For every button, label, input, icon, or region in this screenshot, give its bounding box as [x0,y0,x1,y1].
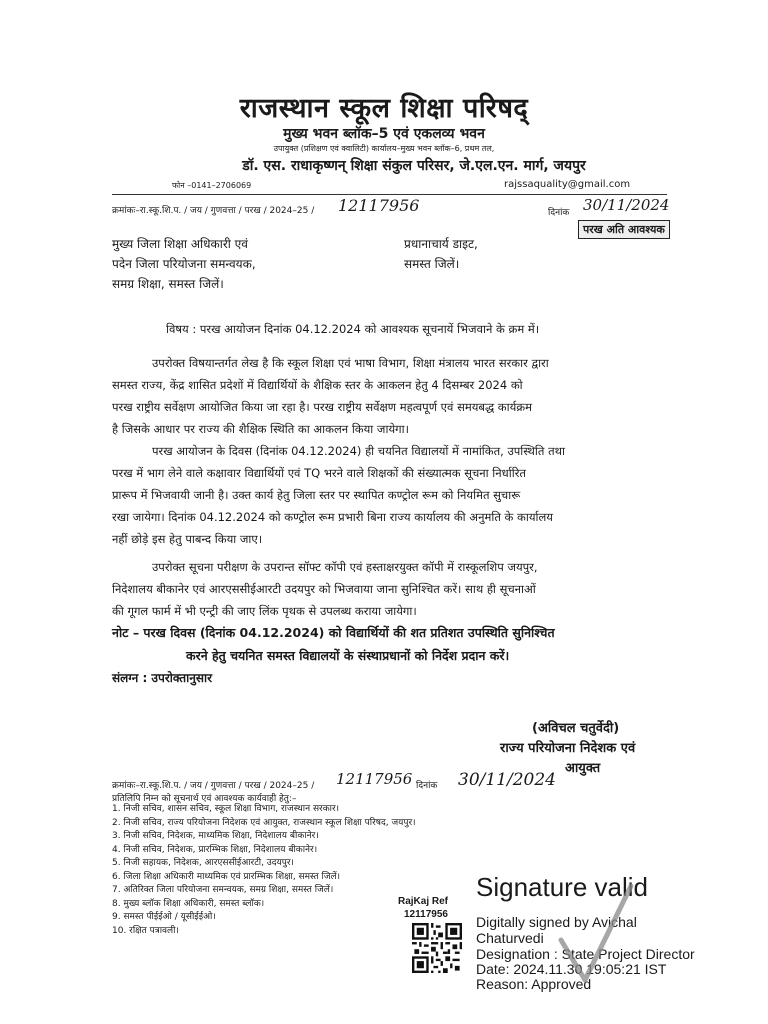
body-line: है जिसके आधार पर राज्य की शैक्षिक स्थिति का आकलन किया जायेगा। [112,422,409,436]
body-line: परख आयोजन के दिवस (दिनांक 04.12.2024) ही चयनित विद्यालयों में नामांकित, उपस्थिति तथा [152,444,565,458]
copy-reference-date-label: दिनांक [416,781,438,791]
letterhead-email: rajssaquality@gmail.com [504,179,631,190]
rajkaj-number: 12117956 [404,909,448,920]
copy-intro: प्रतिलिपि निम्न को सूचनार्थ एवं आवश्यक कार्यवाही हेतु:– [112,794,297,804]
reference-kramank: क्रमांकः–रा.स्कू.शि.प. / जय / गुणवत्ता / परख / 2024–25 / [112,206,315,216]
reference-number-handwritten: 12117956 [338,196,420,215]
subject: विषय : परख आयोजन दिनांक 04.12.2024 को आवश्यक सूचनायें भिजवाने के क्रम में। [166,322,540,336]
reference-date-handwritten: 30/11/2024 [583,196,670,214]
body-line: प्रारूप में भिजवायी जानी है। उक्त कार्य हेतु जिला स्तर पर स्थापित कण्ट्रोल रूम को नियमित सुचारू [112,488,521,502]
note-line1: नोट – परख दिवस (दिनांक 04.12.2024) को विद्यार्थियों की शत प्रतिशत उपस्थिति सुनिश्चित [112,625,555,640]
digital-signature-line: Chaturvedi [476,930,544,946]
letterhead-line3: डॉ. एस. राधाकृष्णन् शिक्षा संकुल परिसर, जे.एल.एन. मार्ग, जयपुर [242,158,586,174]
letterhead-line1: मुख्य भवन ब्लॉक–5 एवं एकलव्य भवन [283,126,485,142]
digital-signature-line: Designation : State Project Director [476,946,695,962]
letterhead-divider [112,194,667,195]
reference-date-label: दिनांक [548,208,570,218]
copy-list-item: 4. निजी सचिव, निदेशक, प्रारम्भिक शिक्षा, निदेशालय बीकानेर। [112,844,318,855]
digital-signature-line: Date: 2024.11.30 19:05:21 IST [476,961,667,977]
copy-list-item: 7. अतिरिक्त जिला परियोजना समन्वयक, समग्र शिक्षा, समस्त जिलें। [112,885,334,895]
signatory-name: (अविचल चतुर्वेदी) [532,721,620,736]
letterhead-title: राजस्थान स्कूल शिक्षा परिषद् [239,93,529,124]
rajkaj-label: RajKaj Ref [398,896,449,907]
addressee-right [404,234,478,274]
digital-signature-line: Reason: Approved [476,976,592,992]
addressee-left-line: समग्र शिक्षा, समस्त जिलें। [112,277,224,291]
body-line: उपरोक्त विषयान्तर्गत लेख है कि स्कूल शिक्षा एवं भाषा विभाग, शिक्षा मंत्रालय भारत सरकार द्वारा [152,356,549,370]
copy-list-item: 1. निजी सचिव, शासन सचिव, स्कूल शिक्षा विभाग, राजस्थान सरकार। [112,804,340,814]
addressee-right-line: प्रधानाचार्य डाइट, [404,237,478,251]
enclosure: संलग्न : उपरोक्तानुसार [112,671,213,685]
letterhead-phone: फोन –0141–2706069 [172,181,252,190]
copy-list-item: 10. रक्षित पत्रावली। [112,925,179,936]
body-line: उपरोक्त सूचना परीक्षण के उपरान्त सॉफ्ट कॉपी एवं हस्ताक्षरयुक्त कॉपी में रास्कूलशिप जयपुर, [152,560,538,574]
body-line: परख में भाग लेने वाले कक्षावार विद्यार्थियों एवं TQ भरने वाले शिक्षकों की संख्यात्मक सूचना निर्धारित [112,466,526,480]
body-line: परख राष्ट्रीय सर्वेक्षण आयोजित किया जा रहा है। परख राष्ट्रीय सर्वेक्षण महत्वपूर्ण एवं समयबद्ध कार्यक्रम [112,400,532,414]
copy-list-item: 6. जिला शिक्षा अधिकारी माध्यमिक एवं प्रारम्भिक शिक्षा, समस्त जिलें। [112,871,341,882]
signature-valid-status: Signature valid [476,872,648,902]
body-line: निदेशालय बीकानेर एवं आरएससीईआरटी उदयपुर को भिजवाया जाना सुनिश्चित करें। साथ ही सूचनाओं [112,582,536,596]
copy-list [112,803,416,938]
copy-reference-kramank: क्रमांकः–रा.स्कू.शि.प. / जय / गुणवत्ता / परख / 2024–25 / [112,781,315,791]
letterhead-line2: उपायुक्त (प्रशिक्षण एवं क्वालिटी) कार्यालय–मुख्य भवन ब्लॉक–6, प्रथम तल, [273,144,495,153]
copy-reference-number-handwritten: 12117956 [336,770,413,788]
urgent-stamp: परख अति आवश्यक [578,220,670,239]
copy-list-item: 5. निजी सहायक, निदेशक, आरएससीईआरटी, उदयपुर। [112,858,294,868]
addressee-left-line: पदेन जिला परियोजना समन्वयक, [112,257,256,271]
addressee-left [112,234,256,294]
body-line: नहीं छोड़े इस हेतु पाबन्द किया जाए। [112,532,263,546]
checkmark-icon [555,880,635,990]
body-line: समस्त राज्य, केंद्र शासित प्रदेशों में विद्यार्थियों के शैक्षिक स्तर के आकलन हेतु 4 दिसम्बर 2024 को [112,378,523,392]
digital-signature-line: Digitally signed by Avichal [476,914,637,930]
qr-code-icon [412,922,462,974]
copy-list-item: 9. समस्त पीईईओ / यूसीईईओ। [112,912,216,922]
signatory-designation2: आयुक्त [565,761,601,776]
copy-list-item: 2. निजी सचिव, राज्य परियोजना निदेशक एवं आयुक्त, राजस्थान स्कूल शिक्षा परिषद, जयपुर। [112,817,416,828]
copy-reference-date-handwritten: 30/11/2024 [458,770,556,790]
signatory-designation1: राज्य परियोजना निदेशक एवं [500,741,636,756]
note-line2: करने हेतु चयनित समस्त विद्यालयों के संस्थाप्रधानों को निर्देश प्रदान करें। [186,648,510,663]
body-line: की गूगल फार्म में भी एन्ट्री की जाए लिंक पृथक से उपलब्ध कराया जायेगा। [112,604,417,618]
addressee-right-line: समस्त जिलें। [404,257,460,271]
copy-list-item: 8. मुख्य ब्लॉक शिक्षा अधिकारी, समस्त ब्लॉक। [112,898,265,909]
copy-list-item: 3. निजी सचिव, निदेशक, माध्यमिक शिक्षा, निदेशालय बीकानेर। [112,831,319,841]
body-line: रखा जायेगा। दिनांक 04.12.2024 को कण्ट्रोल रूम प्रभारी बिना राज्य कार्यालय की अनुमति के कार्यालय [112,510,553,524]
addressee-left-line: मुख्य जिला शिक्षा अधिकारी एवं [112,237,248,251]
